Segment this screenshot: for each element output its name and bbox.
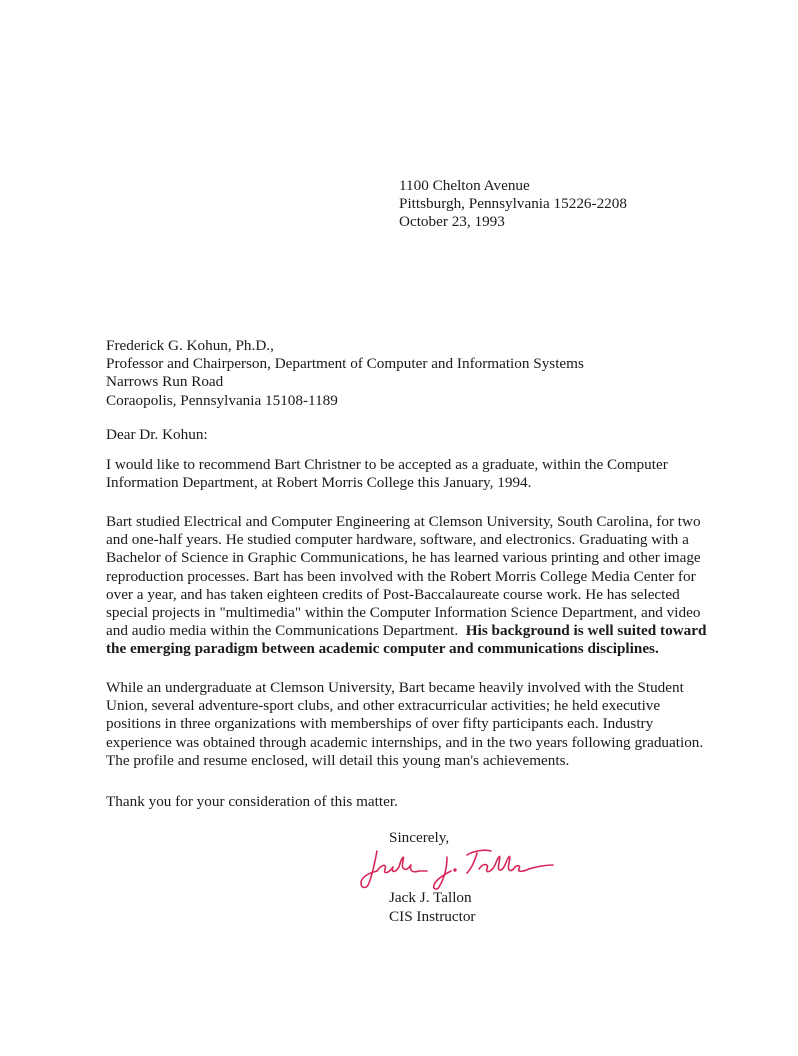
paragraph-line: reproduction processes. Bart has been involved with the Robert Morris College Media Center for bbox=[106, 567, 696, 585]
recipient-address bbox=[106, 337, 584, 410]
paragraph-line: While an undergraduate at Clemson University, Bart became heavily involved with the Student bbox=[106, 679, 684, 696]
signer-name: Jack J. Tallon bbox=[389, 889, 472, 906]
paragraph-line: The profile and resume enclosed, will detail this young man's achievements. bbox=[106, 751, 570, 769]
paragraph-line: Bart studied Electrical and Computer Engineering at Clemson University, South Carolina, for two bbox=[106, 513, 701, 530]
salutation: Dear Dr. Kohun: bbox=[106, 426, 208, 443]
paragraph-line: and one-half years. He studied computer hardware, software, and electronics. Graduating with a bbox=[106, 531, 689, 549]
paragraph-text: and audio media within the Communications Department. bbox=[106, 622, 466, 640]
signer-title: CIS Instructor bbox=[389, 908, 476, 925]
recipient-title: Professor and Chairperson, Department of Computer and Information Systems bbox=[106, 355, 584, 373]
paragraph-line: over a year, and has taken eighteen credits of Post-Baccalaureate course work. He has selected bbox=[106, 585, 680, 603]
closing: Sincerely, bbox=[389, 829, 450, 846]
paragraph-line: I would like to recommend Bart Christner to be accepted as a graduate, within the Computer bbox=[106, 456, 668, 473]
paragraph-line: experience was obtained through academic internships, and in the two years following graduation. bbox=[106, 733, 704, 751]
paragraph-line: Union, several adventure-sport clubs, and other extracurricular activities; he held executive bbox=[106, 697, 661, 715]
letter-date: October 23, 1993 bbox=[399, 213, 505, 231]
sender-city-state-zip: Pittsburgh, Pennsylvania 15226-2208 bbox=[399, 195, 627, 213]
recipient-street: Narrows Run Road bbox=[106, 373, 224, 391]
paragraph-line: Information Department, at Robert Morris College this January, 1994. bbox=[106, 474, 532, 492]
sender-street: 1100 Chelton Avenue bbox=[399, 177, 530, 194]
emphasized-text: the emerging paradigm between academic computer and communications disciplines. bbox=[106, 640, 659, 658]
recipient-name: Frederick G. Kohun, Ph.D., bbox=[106, 337, 274, 354]
paragraph-3 bbox=[106, 679, 746, 770]
paragraph-line bbox=[106, 622, 746, 640]
handwritten-signature-icon bbox=[355, 843, 555, 893]
recipient-city-state-zip: Coraopolis, Pennsylvania 15108-1189 bbox=[106, 391, 338, 409]
paragraph-line: positions in three organizations with memberships of over fifty participants each. Industry bbox=[106, 715, 654, 733]
paragraph-2 bbox=[106, 513, 746, 659]
closing-thanks: Thank you for your consideration of this matter. bbox=[106, 793, 398, 810]
paragraph-line: special projects in "multimedia" within the Computer Information Science Department, and video bbox=[106, 604, 701, 622]
emphasized-text: His background is well suited toward bbox=[465, 622, 707, 640]
sender-address bbox=[399, 177, 627, 232]
paragraph-line: Bachelor of Science in Graphic Communications, he has learned various printing and other image bbox=[106, 549, 701, 567]
paragraph-1 bbox=[106, 456, 746, 492]
